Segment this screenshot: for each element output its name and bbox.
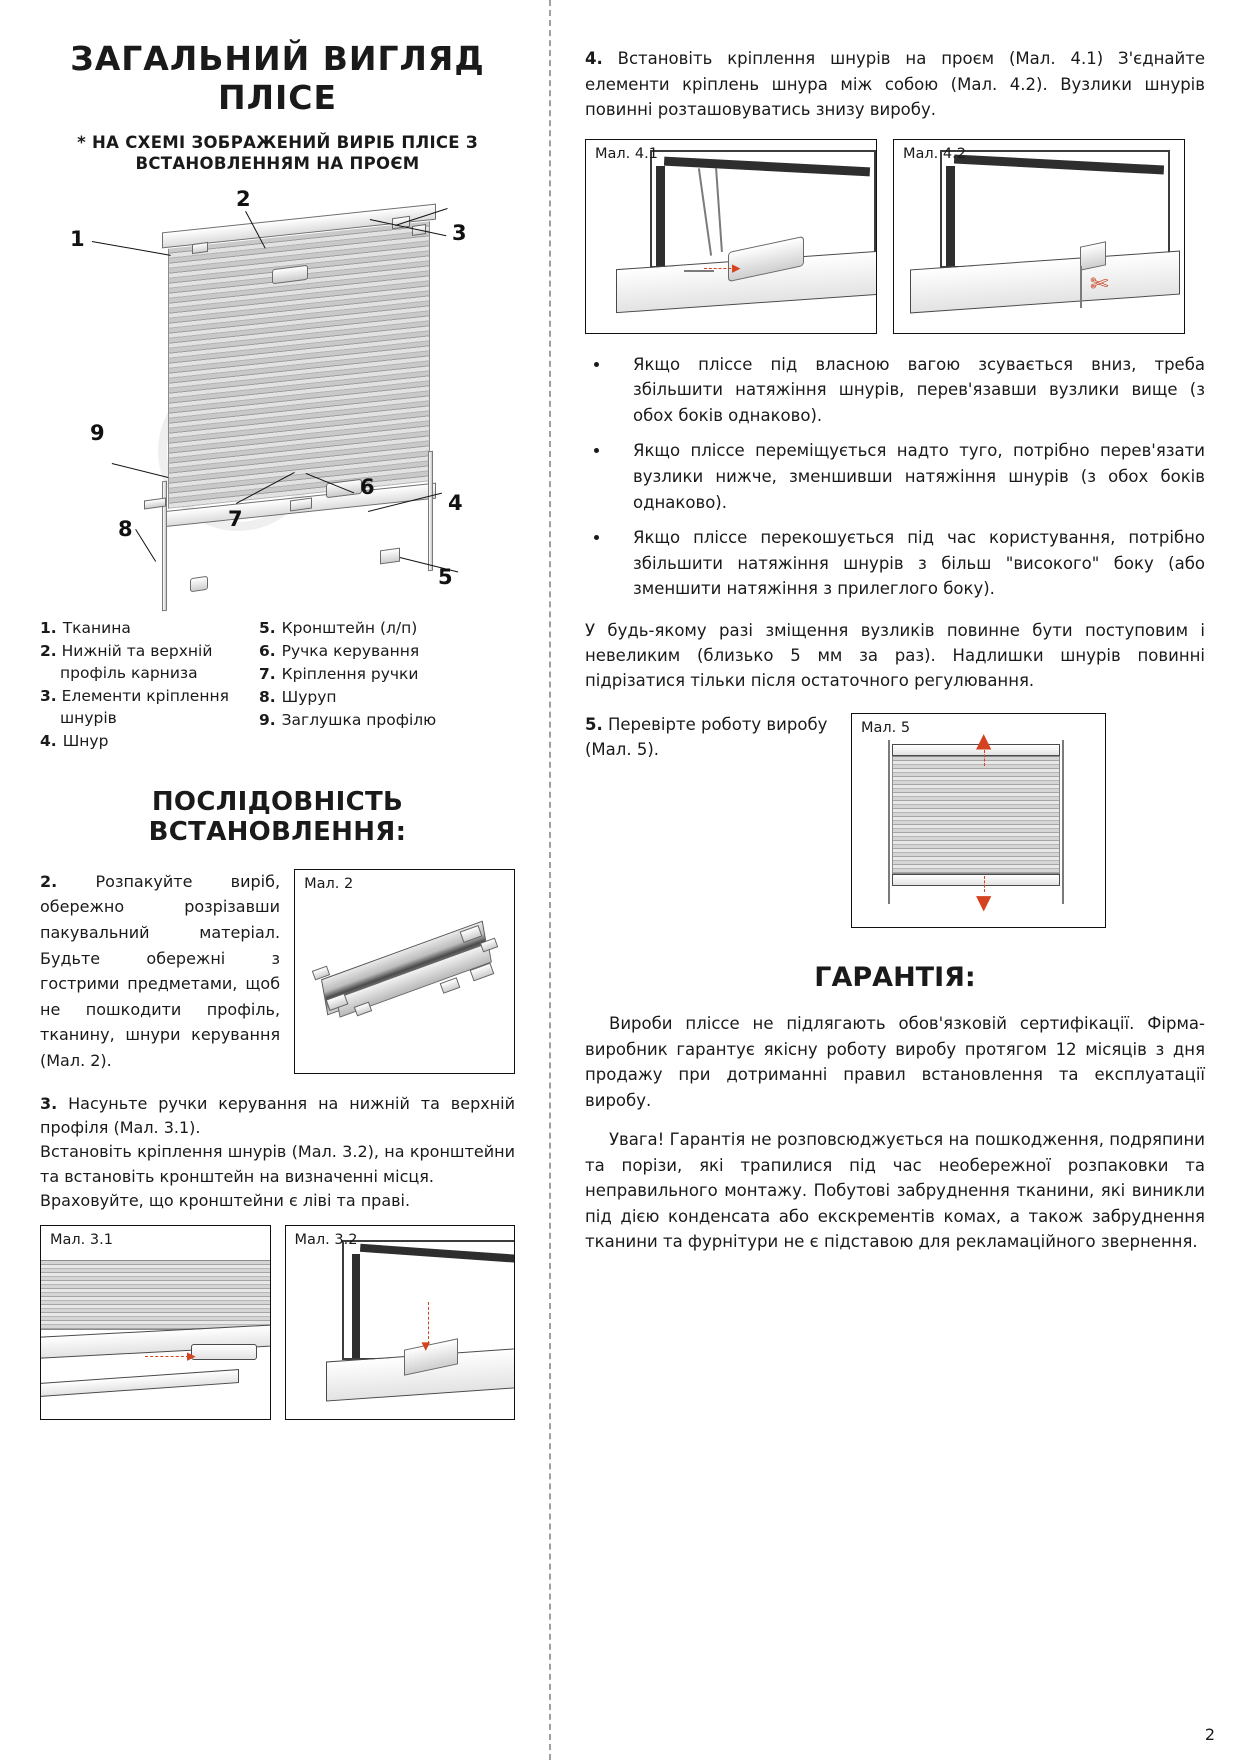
step-2-text	[40, 869, 280, 1074]
cord-tail	[1080, 266, 1082, 308]
legend-label: Шуруп	[281, 687, 337, 706]
list-item	[259, 663, 436, 685]
callout-6: 6	[360, 474, 375, 499]
legend-label: Ручка керування	[281, 641, 420, 660]
section-title-installation: ПОСЛІДОВНІСТЬ ВСТАНОВЛЕННЯ:	[148, 786, 407, 847]
callout-7: 7	[228, 506, 243, 531]
bottom-profile	[892, 874, 1060, 886]
side-cord-left	[888, 740, 890, 904]
list-item: • Якщо пліссе переміщується надто туго, потрібно перев'язати вузлики нижче, зменшивши натяжіння шнурів (з обох боків однаково).	[611, 438, 1205, 515]
legend-label: Шнур	[62, 731, 109, 750]
legend-label: Заглушка профілю	[281, 710, 437, 729]
list-item: • Якщо пліссе під власною вагою зсувається вниз, треба збільшити натяжіння шнурів, перев'язавши вузлики вище (з обох боків однаково).	[611, 352, 1205, 429]
lower-profile-detail	[40, 1369, 239, 1397]
legend-index: 8.	[258, 687, 276, 706]
callout-1: 1	[70, 226, 85, 251]
figure-4-1	[585, 139, 877, 334]
callout-9: 9	[90, 420, 105, 445]
step-3	[40, 1092, 515, 1214]
up-dash	[984, 750, 985, 766]
callout-4: 4	[448, 490, 463, 515]
page-title: ЗАГАЛЬНИЙ ВИГЛЯД ПЛІСЕ	[70, 39, 485, 117]
figure-5	[851, 713, 1106, 928]
warranty-paragraph-1: Вироби пліссе не підлягають обов'язковій сертифікації. Фірма-виробник гарантує якісну роботу виробу протягом 12 місяців з дня продажу при дотриманні правил встановлення та експлуатації виробу.	[585, 1013, 1205, 1110]
step-5-text	[585, 713, 835, 763]
leader-8	[135, 529, 156, 562]
adjustment-bullets	[585, 352, 1205, 602]
legend-index: 1.	[40, 618, 57, 637]
figure-row-4	[585, 139, 1205, 334]
figure-3-1-label: Мал. 3.1	[50, 1232, 113, 1249]
window-jamb	[946, 166, 955, 266]
legend-label: Тканина	[62, 618, 131, 637]
figure-row-3	[40, 1225, 515, 1420]
insert-arrow: ▸	[732, 257, 741, 278]
legend-label-cont: профіль карниза	[60, 663, 198, 682]
list-item	[40, 730, 229, 752]
list-item	[259, 709, 436, 731]
step-3-line-1	[40, 1092, 515, 1141]
down-dash	[984, 876, 985, 892]
adjustment-note: У будь-якому разі зміщення вузликів повинне бути поступовим і невеликим (близько 5 мм за раз). Надлишки шнурів повинні підрізатися тільки після остаточного регулювання.	[585, 620, 1205, 690]
callout-2: 2	[236, 186, 251, 211]
legend-index: 9.	[258, 710, 276, 729]
legend-index: 5.	[258, 618, 276, 637]
legend-label: Нижній та верхній	[61, 641, 213, 660]
mount-arrow: ▾	[421, 1336, 431, 1357]
step-5-number: 5.	[585, 714, 603, 734]
figure-4-1-label: Мал. 4.1	[595, 145, 658, 162]
figure-4-2-label: Мал. 4.2	[903, 145, 966, 162]
step-2	[40, 869, 515, 1074]
step-5-body: Перевірте роботу виробу (Мал. 5).	[585, 714, 828, 759]
list-item	[259, 686, 436, 708]
direction-arrow: ▸	[187, 1346, 196, 1367]
up-arrow: ▲	[976, 727, 992, 752]
step-4	[585, 46, 1205, 123]
step-5	[585, 713, 1205, 928]
callout-3: 3	[452, 220, 467, 245]
screw-bottom-left	[190, 575, 208, 592]
legend	[40, 617, 515, 753]
figure-2-label: Мал. 2	[304, 875, 354, 892]
figure-3-1	[40, 1225, 271, 1420]
direction-dash	[145, 1356, 189, 1357]
list-item	[40, 685, 229, 729]
warranty-paragraph-2: Увага! Гарантія не розповсюджується на пошкодження, подряпини та порізи, які трапилися під час необережної розпаковки та неправильного монтажу. Побутові забруднення тканини, які виникли під дією конденсата або екскрементів комах, а також забруднення тканини та фурнітури не є підставою для рекламаційного звернення.	[585, 1130, 1205, 1252]
legend-label: Елементи кріплення	[61, 686, 229, 705]
list-item	[40, 617, 229, 639]
callout-8: 8	[118, 516, 133, 541]
left-column	[0, 0, 545, 1760]
legend-label: Кріплення ручки	[281, 664, 419, 683]
step-2-number: 2.	[40, 871, 58, 891]
legend-index: 6.	[258, 641, 276, 660]
cord-knot-plate	[1080, 241, 1106, 271]
step-2-body: Розпакуйте виріб, обережно розрізавши пакувальний матеріал. Будьте обережні з гострими предметами, щоб не пошкодити профіль, тканину, шнури керування (Мал. 2).	[40, 871, 281, 1070]
step-3-line-3: Враховуйте, що кронштейни є ліві та праві.	[40, 1191, 411, 1210]
list-item: • Якщо пліссе перекошується під час користування, потрібно збільшити натяжіння шнурів з більш "високого" боку (або зменшити натяжіння з прилеглого боку).	[611, 525, 1205, 602]
list-item	[40, 640, 229, 684]
fabric-slats	[168, 221, 430, 509]
step-3-line-2: Встановіть кріплення шнурів (Мал. 3.2), на кронштейни та встановіть кронштейн на визначенні місця.	[40, 1142, 515, 1186]
list-item	[259, 640, 436, 662]
step-4-body: Встановіть кріплення шнурів на проєм (Мал. 4.1) З'єднайте елементи кріплень шнура між собою (Мал. 4.2). Вузлики шнурів повинні розташовуватись знизу виробу.	[585, 49, 1205, 120]
leader-1	[92, 241, 171, 256]
legend-label-cont: шнурів	[60, 708, 117, 727]
handle-detail	[191, 1344, 257, 1360]
step-4-number: 4.	[585, 49, 603, 68]
right-cord	[428, 450, 433, 571]
right-column	[545, 0, 1245, 1760]
figure-3-2-label: Мал. 3.2	[294, 1232, 358, 1249]
legend-index: 7.	[258, 664, 276, 683]
fabric-slats-small	[892, 756, 1060, 874]
section-title-warranty: ГАРАНТІЯ:	[814, 961, 976, 993]
figure-5-label: Мал. 5	[861, 719, 911, 736]
cord-loop	[684, 270, 714, 272]
page-subtitle: * НА СХЕМІ ЗОБРАЖЕНИЙ ВИРІБ ПЛІСЕ З ВСТАНОВЛЕННЯМ НА ПРОЄМ	[77, 132, 478, 174]
callout-5: 5	[438, 564, 453, 589]
scissors-icon: ✄	[1090, 271, 1109, 297]
fabric-detail	[40, 1260, 271, 1330]
step-3-body-1: Насуньте ручки керування на нижній та верхній профіля (Мал. 3.1).	[40, 1093, 515, 1138]
figure-4-2	[893, 139, 1185, 334]
legend-column-right	[259, 617, 436, 753]
side-cord-right	[1062, 740, 1064, 904]
pleated-blind-illustration	[168, 221, 430, 509]
down-arrow: ▼	[976, 889, 992, 914]
legend-index: 4.	[40, 731, 57, 750]
legend-label: Кронштейн (л/п)	[281, 618, 418, 637]
bracket-bottom	[380, 547, 400, 564]
step-3-number: 3.	[40, 1093, 58, 1113]
legend-index: 3.	[40, 686, 57, 705]
list-item	[259, 617, 436, 639]
legend-column-left	[40, 617, 229, 753]
packaged-product-illustration	[311, 922, 507, 1022]
window-jamb	[656, 166, 665, 268]
legend-index: 2.	[40, 641, 57, 660]
figure-2	[294, 869, 515, 1074]
page-number: 2	[1204, 1725, 1215, 1744]
cap-top-left	[192, 242, 208, 254]
window-jamb	[352, 1254, 360, 1358]
overview-diagram	[40, 181, 515, 611]
figure-3-2	[285, 1225, 516, 1420]
